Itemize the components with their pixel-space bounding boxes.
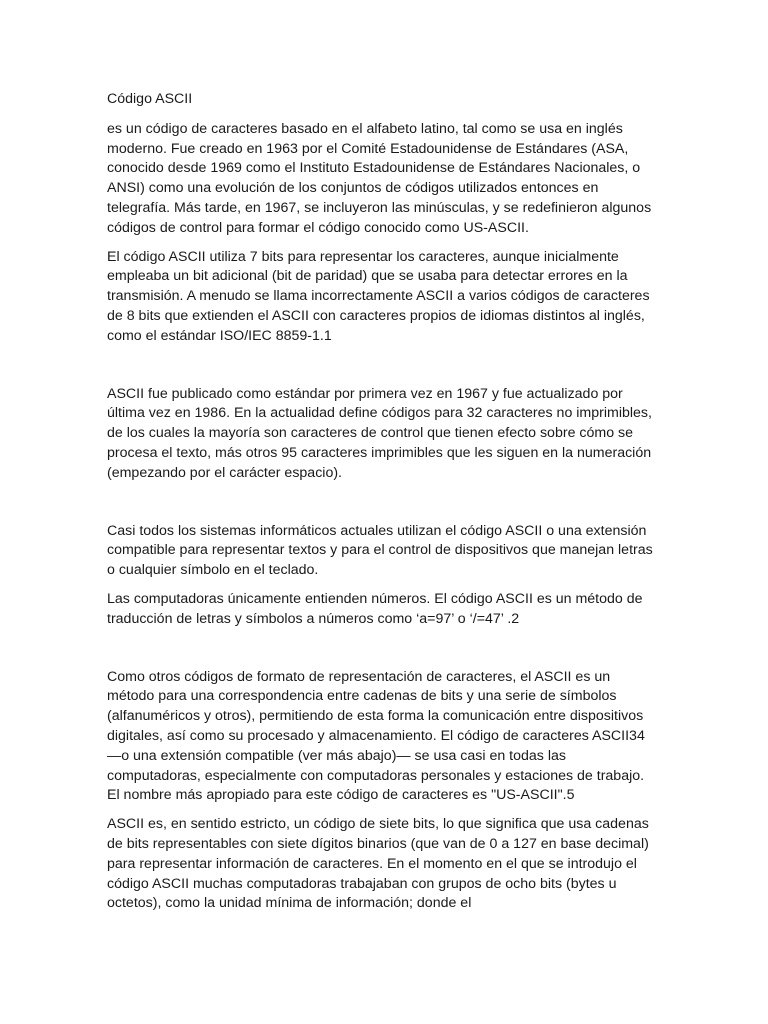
document-title: Código ASCII — [107, 91, 193, 107]
paragraph-modern-systems: Casi todos los sistemas informáticos actuales utilizan el código ASCII o una extensión compatible para representar textos y para el control de dispositivos que manejan letras o cualquier símbolo en el teclado. — [107, 522, 653, 579]
document-page — [107, 90, 659, 923]
paragraph-correspondence: Como otros códigos de formato de representación de caracteres, el ASCII es un método para una correspondencia entre cadenas de bits y una serie de símbolos (alfanuméricos y otros), permitiendo de esta forma la comunicación entre dispositivos digitales, así como su procesado y almacenamiento. El código de caracteres ASCII34 —o una extensión compatible (ver más abajo)— se usa casi en todas las computadoras, especialmente con computadoras personales y estaciones de trabajo. El nombre más apropiado para este código de caracteres es "US-ASCII".5 — [107, 668, 645, 804]
paragraph-publication: ASCII fue publicado como estándar por primera vez en 1967 y fue actualizado por última vez en 1986. En la actualidad define códigos para 32 caracteres no imprimibles, de los cuales la mayoría son caracteres de control que tienen efecto sobre cómo se procesa el texto, más otros 95 caracteres imprimibles que les siguen en la numeración (empezando por el carácter espacio). — [107, 385, 652, 481]
paragraph-seven-bit-code: ASCII es, en sentido estricto, un código de siete bits, lo que significa que usa cadenas de bits representables con siete dígitos binarios (que van de 0 a 127 en base decimal) para representar información de caracteres. En el momento en el que se introdujo el código ASCII muchas computadoras trabajaban con grupos de ocho bits (bytes u octetos), como la unidad mínima de información; donde el — [107, 816, 649, 912]
paragraph-numbers: Las computadoras únicamente entienden números. El código ASCII es un método de traducción de letras y símbolos a números como ‘a=97’ o ‘/=47’ .2 — [107, 590, 643, 627]
paragraph-definition: es un código de caracteres basado en el alfabeto latino, tal como se usa en inglés moderno. Fue creado en 1963 por el Comité Estadounidense de Estándares (ASA, conocido desde 1969 como el Instituto Estadounidense de Estándares Nacionales, o ANSI) como una evolución de los conjuntos de códigos utilizados entonces en telegrafía. Más tarde, en 1967, se incluyeron las minúsculas, y se redefinieron algunos códigos de control para formar el código conocido como US-ASCII. — [107, 120, 652, 236]
paragraph-7-bits: El código ASCII utiliza 7 bits para representar los caracteres, aunque inicialmente empleaba un bit adicional (bit de paridad) que se usaba para detectar errores en la transmisión. A menudo se llama incorrectamente ASCII a varios códigos de caracteres de 8 bits que extienden el ASCII con caracteres propios de idiomas distintos al inglés, como el estándar ISO/IEC 8859-1.1 — [107, 248, 650, 344]
